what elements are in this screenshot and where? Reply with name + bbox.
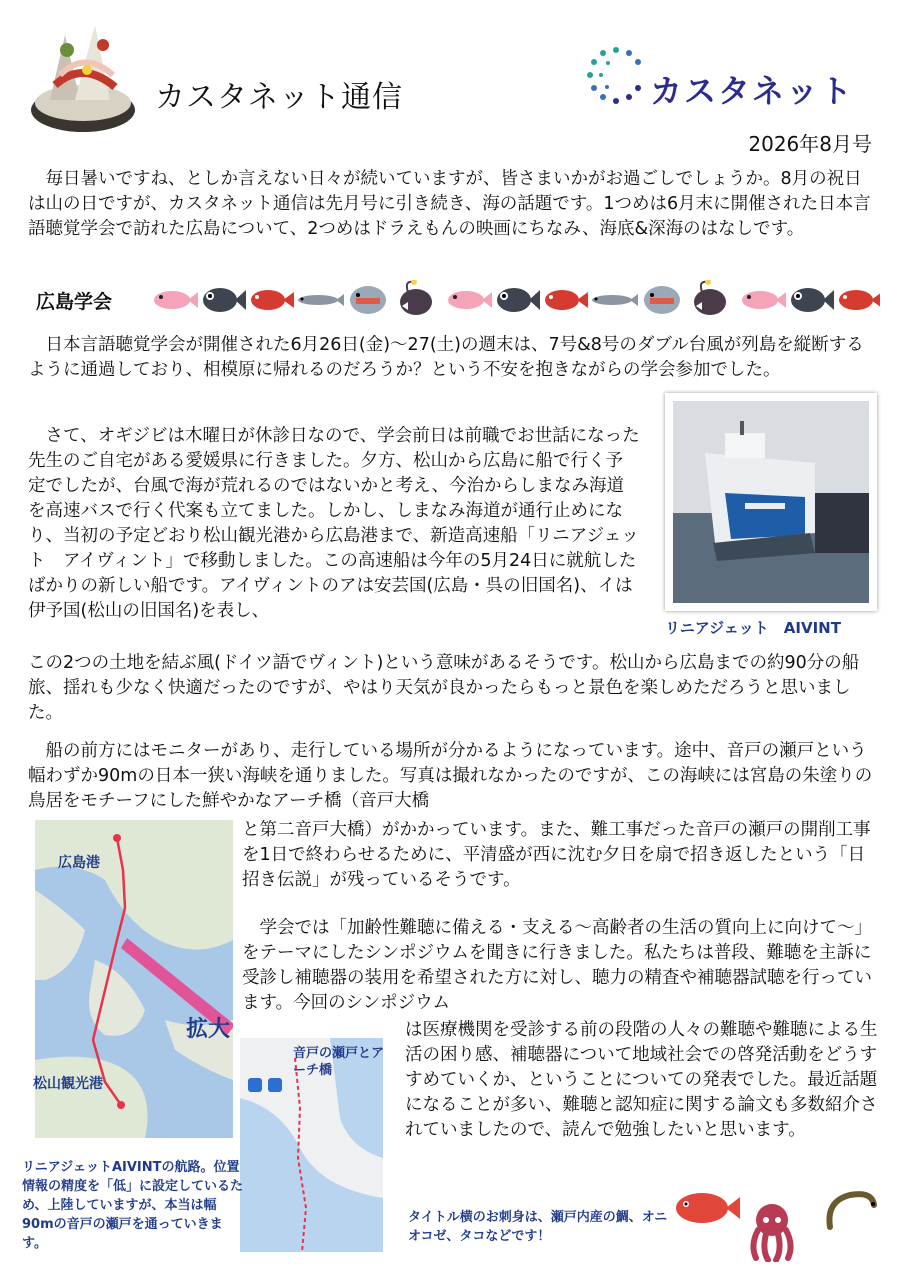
boat-photo	[665, 393, 877, 611]
fish-decoration-row	[152, 280, 880, 320]
paragraph-ferry-cont: この2つの土地を結ぶ風(ドイツ語でヴィント)という意味があるそうです。松山から広島までの約90分の船旅、揺れも少なく快適だったのですが、やはり天気が良かったらもっと景色を楽しめただろうと思いました。	[28, 653, 860, 723]
sashimi-plate-image	[25, 5, 143, 140]
paragraph-symposium-cont: は医療機関を受診する前の段階の人々の難聴や難聴による生活の困り感、補聴器について地域社会での啓発活動をどうすすめていくか、ということについての発表でした。最近話題になることが多い、難聴と認知症に関する論文も多数紹介されていましたので、読んで勉強したいと思います。	[405, 1020, 878, 1140]
paragraph-typhoon: 日本言語聴覚学会が開催された6月26日(金)～27(土)の週末は、7号&8号のダブル台風が列島を縦断するように通過しており、相模原に帰れるのだろうか？という不安を抱きながらの学会参加でした。	[28, 335, 864, 380]
sea-bream-icon	[672, 1183, 742, 1233]
eel-icon	[820, 1185, 880, 1235]
paragraph-ferry: さて、オギジビは木曜日が休診日なので、学会前日は前職でお世話になった先生のご自宅がある愛媛県に行きました。夕方、松山から広島に船で行く予定でしたが、台風で海が荒れるのではないかと考え、今治からしまなみ海道を高速バスで行く代案も立てました。しかし、しまなみ海道が通行止めになり、当初の予定どおり松山観光港から広島港まで、新造高速船「リニアジェット アイヴィント」で移動しました。この高速船は今年の5月24日に就航したばかりの新しい船です。アイヴィントのアは安芸国(広島・呉の旧国名)、イは伊予国(松山の旧国名)を表し、	[28, 426, 640, 621]
map-label-hiroshima: 広島港	[58, 855, 100, 871]
fish-caption: タイトル横のお刺身は、瀬戸内産の鯛、オニオコゼ、タコなどです！	[408, 1210, 668, 1244]
paragraph-legend: と第二音戸大橋）がかかっています。また、難工事だった音戸の瀬戸の開削工事を1日で終わらせるために、平清盛が西に沈む夕日を扇で招き返したという「日招き伝説」が残っているそうです。	[242, 820, 871, 890]
newsletter-title: カスタネット通信	[155, 80, 403, 115]
intro-paragraph: 毎日暑いですね、としか言えない日々が続いていますが、皆さまいかがお過ごしでしょうか。8月の祝日は山の日ですが、カスタネット通信は先月号に引き続き、海の話題です。1つめは6月末に開催された日本言語聴覚学会で訪れた広島について、2つめはドラえもんの映画にちなみ、海底&深海のはなしです。	[28, 169, 871, 239]
map-label-matsuyama: 松山観光港	[33, 1076, 103, 1092]
boat-caption: リニアジェット AIVINT	[665, 619, 841, 637]
section-title: 広島学会	[36, 291, 113, 313]
octopus-icon	[742, 1200, 802, 1262]
inset-label: 音戸の瀬戸とアーチ橋	[293, 1046, 385, 1078]
paragraph-ondo-strait: 船の前方にはモニターがあり、走行している場所が分かるようになっています。途中、音戸の瀬戸という幅わずか90mの日本一狭い海峡を通りました。写真は撮れなかったのですが、この海峡には宮島の朱塗りの鳥居をモチーフにした鮮やかなアーチ橋（音戸大橋	[28, 741, 873, 811]
castanet-logo-icon	[585, 45, 647, 107]
zoom-label: 拡大	[186, 1017, 231, 1042]
castanet-logo-text: カスタネット	[650, 72, 855, 110]
paragraph-symposium: 学会では「加齢性難聴に備える・支える～高齢者の生活の質向上に向けて～」をテーマにしたシンポジウムを聞きに行きました。私たちは普段、難聴を主訴に受診し補聴器の装用を希望された方に対し、聴力の精査や補聴器試聴を行っています。今回のシンポジウム	[242, 918, 872, 1013]
issue-date: 2026年8月号	[748, 132, 872, 156]
map-caption: リニアジェットAIVINTの航路。位置情報の精度を「低」に設定しているため、上陸していますが、本当は幅90mの音戸の瀬戸を通っていきます。	[22, 1160, 244, 1251]
